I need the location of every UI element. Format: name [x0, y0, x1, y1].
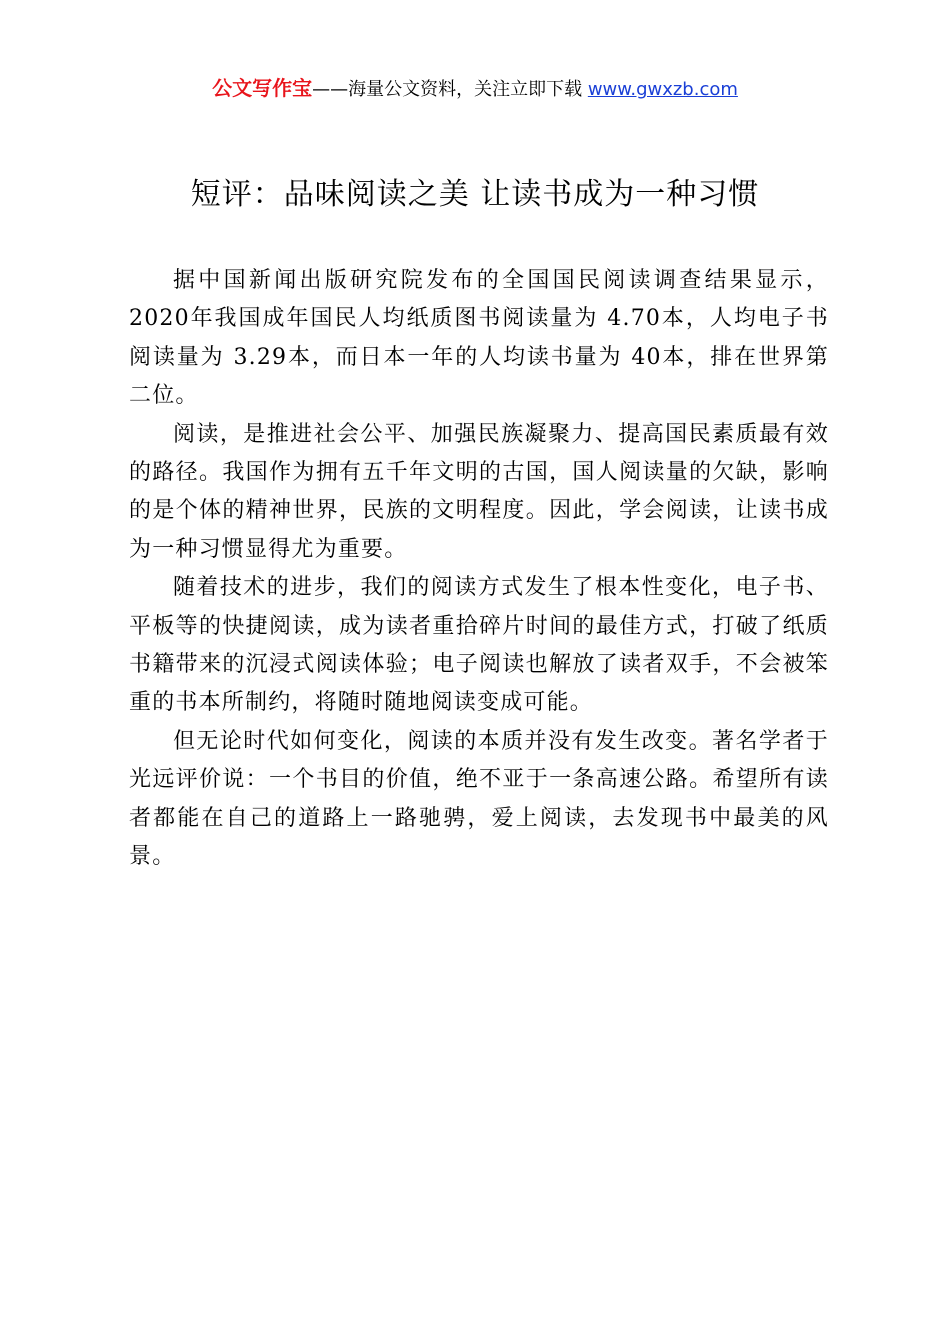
- brand-name: 公文写作宝: [212, 76, 313, 100]
- document-title: 短评：品味阅读之美 让读书成为一种习惯: [190, 177, 760, 212]
- paragraph-3: 随着技术的进步，我们的阅读方式发生了根本性变化，电子书、平板等的快捷阅读，成为读者重拾碎片时间的最佳方式，打破了纸质书籍带来的沉浸式阅读体验；电子阅读也解放了读者双手，不会被笨重的书本所制约，将随时随地阅读变成可能。: [129, 575, 829, 716]
- website-link[interactable]: www.gwxzb.com: [587, 79, 738, 100]
- paragraph-2: 阅读，是推进社会公平、加强民族凝聚力、提高国民素质最有效的路径。我国作为拥有五千年文明的古国，国人阅读量的欠缺，影响的是个体的精神世界，民族的文明程度。因此，学会阅读，让读书成为一种习惯显得尤为重要。: [129, 421, 829, 562]
- paragraph-4: 但无论时代如何变化，阅读的本质并没有发生改变。著名学者于光远评价说：一个书目的价值，绝不亚于一条高速公路。希望所有读者都能在自己的道路上一路驰骋，爱上阅读，去发现书中最美的风景。: [129, 728, 829, 870]
- paragraph-1: 据中国新闻出版研究院发布的全国国民阅读调查结果显示，2020年我国成年国民人均纸质图书阅读量为 4.70本，人均电子书阅读量为 3.29本，而日本一年的人均读书量为 40本，排在世界第二位。: [129, 268, 829, 409]
- document-body: [129, 262, 829, 877]
- header-tagline: ——海量公文资料，关注立即下载: [312, 79, 583, 100]
- page-header: [0, 74, 950, 104]
